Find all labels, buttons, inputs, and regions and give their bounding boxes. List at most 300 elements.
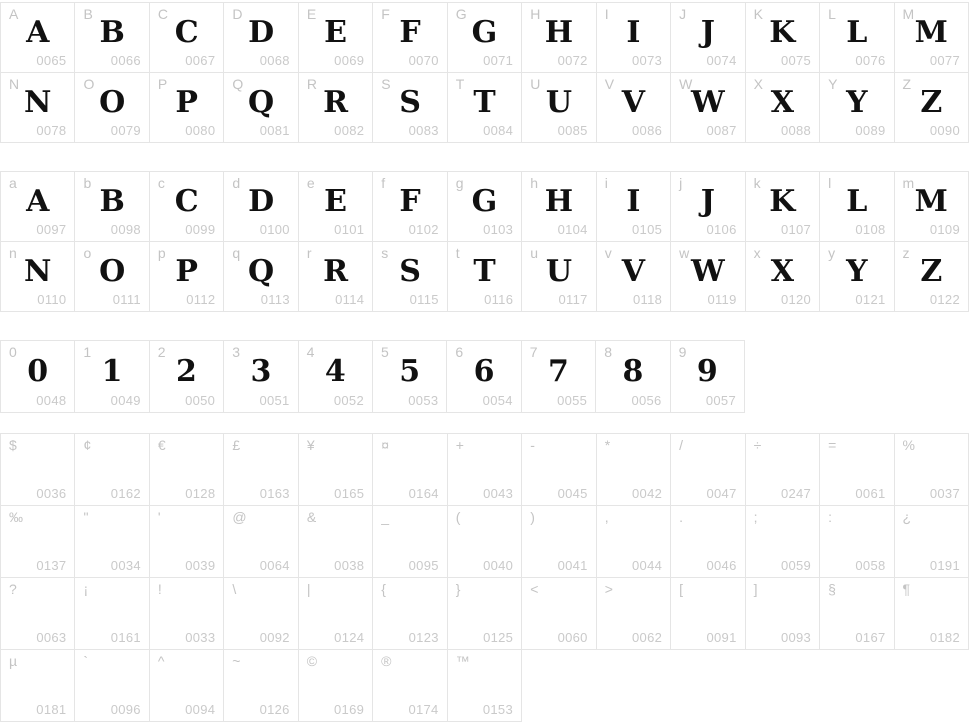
glyph-cell [746,73,820,143]
glyph-preview: L [846,184,868,219]
glyph-cell [224,73,298,143]
unicode-code: 0034 [110,558,141,573]
lowercase-row [0,242,969,312]
unicode-code: 0033 [185,630,216,645]
unicode-code: 0082 [334,123,365,138]
unicode-code: 0091 [706,630,737,645]
unicode-code: 0066 [110,53,141,68]
glyph-preview: Q [248,254,275,289]
character-label: 5 [381,344,389,360]
glyph-cell [1,434,75,506]
character-label: u [530,245,539,261]
character-label: 1 [83,344,92,360]
glyph-preview: M [914,184,948,219]
glyph-cell [75,73,149,143]
character-label: 7 [529,344,538,360]
glyph-cell [596,341,670,413]
glyph-preview: 2 [176,354,197,389]
unicode-code: 0086 [632,123,663,138]
unicode-code: 0108 [855,222,886,237]
unicode-code: 0038 [334,558,365,573]
glyph-cell [75,506,149,578]
glyph-cell [671,242,745,312]
glyph-cell [150,172,224,242]
character-label: i [604,175,608,191]
unicode-code: 0102 [408,222,439,237]
glyph-preview: J [700,184,715,219]
unicode-code: 0161 [110,630,141,645]
glyph-preview: 1 [101,354,123,389]
glyph-preview: F [399,184,421,219]
character-label: _ [381,509,390,525]
glyph-preview: 3 [250,354,272,389]
unicode-code: 0182 [929,630,960,645]
unicode-code: 0071 [483,53,514,68]
symbols-row [0,506,969,578]
unicode-code: 0167 [855,630,886,645]
unicode-code: 0111 [112,292,141,307]
character-label: G [455,6,467,22]
glyph-cell [746,242,820,312]
unicode-code: 0109 [929,222,960,237]
unicode-code: 0119 [707,292,737,307]
character-label: k [753,175,761,191]
character-label: ~ [232,653,241,669]
unicode-code: 0137 [36,558,67,573]
unicode-code: 0164 [408,486,439,501]
glyph-preview: G [471,184,498,219]
glyph-preview: P [175,254,198,289]
glyph-preview: Y [846,254,868,289]
glyph-cell [75,650,149,722]
character-label: t [455,245,460,261]
glyph-preview: T [473,85,496,120]
character-label: y [828,245,836,261]
character-label: § [828,581,836,597]
unicode-code: 0095 [408,558,439,573]
glyph-cell [746,172,820,242]
character-label: h [530,175,539,191]
glyph-preview: X [770,85,794,120]
character-label: E [306,6,317,22]
glyph-cell [597,3,671,73]
character-label: & [306,509,317,525]
character-label: e [306,175,315,191]
unicode-code: 0122 [929,292,960,307]
character-label: ® [381,653,392,669]
unicode-code: 0039 [185,558,216,573]
unicode-code: 0045 [557,486,588,501]
unicode-code: 0115 [409,292,439,307]
glyph-cell [150,73,224,143]
unicode-code: 0070 [408,53,439,68]
glyph-preview: H [544,184,574,219]
character-label: O [83,76,95,92]
character-label: ¡ [83,581,89,597]
character-label: < [530,581,539,597]
symbols-row [0,650,522,722]
glyph-cell [820,172,894,242]
glyph-cell [150,578,224,650]
glyph-cell [671,172,745,242]
glyph-cell [448,73,522,143]
character-label: ] [753,581,758,597]
glyph-preview: B [99,15,125,50]
symbols-row [0,578,969,650]
unicode-code: 0061 [855,486,886,501]
character-label: ! [157,581,162,597]
unicode-code: 0053 [408,393,439,408]
glyph-cell [448,506,522,578]
glyph-cell [299,506,373,578]
unicode-code: 0087 [706,123,737,138]
glyph-preview: V [621,254,646,289]
glyph-cell [522,73,596,143]
glyph-cell [1,242,75,312]
character-label: % [902,437,915,453]
glyph-cell [448,650,522,722]
glyph-cell [299,73,373,143]
character-label: M [902,6,915,22]
unicode-code: 0065 [36,53,67,68]
glyph-cell [522,434,596,506]
glyph-cell [224,506,298,578]
character-label: \ [232,581,237,597]
character-label: B [83,6,93,22]
character-label: L [828,6,836,22]
character-label: ¢ [83,437,92,453]
unicode-code: 0081 [259,123,290,138]
glyph-preview: 5 [399,354,421,389]
character-label: ¥ [306,437,315,453]
character-label: - [530,437,535,453]
character-label: * [604,437,611,453]
glyph-cell [224,3,298,73]
unicode-code: 0104 [557,222,588,237]
glyph-preview: P [175,85,198,120]
glyph-preview: Q [248,85,275,120]
glyph-cell [299,578,373,650]
unicode-code: 0083 [408,123,439,138]
glyph-preview: X [770,254,794,289]
lowercase-row [0,171,969,242]
glyph-cell [597,578,671,650]
glyph-preview: R [323,254,349,289]
unicode-code: 0106 [706,222,737,237]
glyph-cell [373,578,447,650]
glyph-preview: J [700,15,715,50]
unicode-code: 0096 [110,702,141,717]
character-label: d [232,175,241,191]
glyph-preview: 6 [473,354,495,389]
character-label: { [381,581,386,597]
character-label: @ [232,509,247,525]
glyph-cell [746,506,820,578]
glyph-cell [522,242,596,312]
character-label: a [9,175,17,191]
uppercase-row [0,2,969,73]
unicode-code: 0064 [259,558,290,573]
glyph-cell [671,73,745,143]
character-label: = [828,437,837,453]
glyph-cell [224,242,298,312]
character-label: w [679,245,690,261]
character-label: ' [157,509,161,525]
glyph-cell [671,3,745,73]
character-label: Z [902,76,912,92]
digits-row [0,340,745,413]
glyph-cell [150,341,224,413]
character-label: ( [455,509,461,525]
character-label: j [679,175,683,191]
character-label: H [530,6,541,22]
character-label: ¶ [902,581,911,597]
character-label: R [306,76,317,92]
glyph-preview: U [545,254,573,289]
unicode-code: 0123 [408,630,439,645]
unicode-code: 0075 [780,53,812,68]
unicode-code: 0089 [855,123,886,138]
glyph-cell [597,242,671,312]
unicode-code: 0112 [186,292,216,307]
unicode-code: 0074 [706,53,737,68]
glyph-cell [671,506,745,578]
glyph-cell [1,506,75,578]
glyph-preview: Z [920,254,943,289]
character-label: ÷ [753,437,762,453]
character-label: b [83,175,92,191]
uppercase-letters-block [0,2,970,143]
unicode-code: 0092 [259,630,290,645]
glyph-cell [895,578,969,650]
unicode-code: 0093 [780,630,812,645]
glyph-cell [1,341,75,413]
unicode-code: 0078 [36,123,67,138]
unicode-code: 0043 [483,486,514,501]
character-label: | [306,581,311,597]
unicode-code: 0097 [36,222,67,237]
glyph-cell [75,172,149,242]
character-label: W [679,76,693,92]
glyph-cell [150,434,224,506]
glyph-preview: 9 [696,354,718,389]
glyph-cell [447,341,521,413]
glyph-preview: I [626,15,641,50]
glyph-preview: 4 [324,354,346,389]
character-label: µ [9,653,18,669]
unicode-code: 0054 [482,393,513,408]
glyph-cell [895,242,969,312]
glyph-cell [448,434,522,506]
unicode-code: 0162 [110,486,141,501]
unicode-code: 0126 [259,702,290,717]
unicode-code: 0076 [855,53,886,68]
character-label: ¤ [381,437,390,453]
unicode-code: 0107 [780,222,812,237]
unicode-code: 0050 [185,393,216,408]
character-label: . [679,509,684,525]
unicode-code: 0191 [929,558,960,573]
character-label: Q [232,76,244,92]
character-label: ) [530,509,535,525]
character-label: n [9,245,17,261]
unicode-code: 0110 [37,292,67,307]
unicode-code: 0105 [632,222,663,237]
unicode-code: 0174 [408,702,439,717]
unicode-code: 0124 [334,630,365,645]
character-label: V [604,76,615,92]
glyph-cell [373,242,447,312]
unicode-code: 0057 [705,393,736,408]
unicode-code: 0047 [706,486,737,501]
glyph-cell [1,650,75,722]
glyph-cell [373,434,447,506]
character-label: ¿ [902,509,912,525]
character-label: U [530,76,541,92]
glyph-preview: K [769,15,796,50]
character-label: g [455,175,464,191]
glyph-preview: A [26,184,50,219]
glyph-preview: O [99,254,126,289]
character-label: ` [83,653,89,669]
glyph-cell [224,650,298,722]
unicode-code: 0165 [334,486,365,501]
glyph-cell [671,434,745,506]
glyph-preview: K [769,184,796,219]
glyph-cell [224,578,298,650]
unicode-code: 0044 [632,558,663,573]
glyph-cell [522,172,596,242]
glyph-preview: U [545,85,573,120]
unicode-code: 0077 [929,53,960,68]
glyph-preview: B [99,184,125,219]
glyph-preview: V [621,85,646,120]
glyph-preview: N [24,85,52,120]
unicode-code: 0046 [706,558,737,573]
glyph-preview: 7 [548,354,569,389]
character-label: v [604,245,612,261]
unicode-code: 0128 [185,486,216,501]
glyph-cell [75,434,149,506]
glyph-cell [150,242,224,312]
glyph-cell [299,3,373,73]
character-label: 0 [9,344,17,360]
glyph-cell [150,650,224,722]
glyph-preview: D [248,184,275,219]
character-label: Y [828,76,838,92]
glyph-preview: Z [920,85,943,120]
glyph-cell [224,434,298,506]
glyph-cell [299,172,373,242]
glyph-cell [522,578,596,650]
unicode-code: 0036 [36,486,67,501]
glyph-cell [1,3,75,73]
glyph-preview: W [691,85,725,120]
glyph-cell [671,578,745,650]
unicode-code: 0125 [483,630,514,645]
glyph-preview: R [323,85,349,120]
glyph-cell [895,3,969,73]
glyph-cell [373,73,447,143]
unicode-code: 0101 [334,222,365,237]
glyph-cell [224,172,298,242]
character-label: x [753,245,761,261]
glyph-cell [522,506,596,578]
character-label: ^ [157,653,165,669]
glyph-preview: I [626,184,641,219]
unicode-code: 0055 [557,393,588,408]
character-label: ‰ [9,509,23,525]
symbols-row [0,433,969,506]
character-label: J [679,6,687,22]
character-label: 6 [455,344,464,360]
digits-block [0,340,970,413]
glyph-preview: 0 [27,354,49,389]
glyph-cell [895,172,969,242]
glyph-cell [373,506,447,578]
glyph-preview: E [324,184,347,219]
glyph-cell [299,434,373,506]
unicode-code: 0058 [855,558,886,573]
uppercase-row [0,73,969,143]
character-label: € [157,437,166,453]
glyph-cell [75,578,149,650]
character-label: m [902,175,915,191]
glyph-preview: S [399,254,421,289]
unicode-code: 0049 [110,393,141,408]
unicode-code: 0069 [334,53,365,68]
glyph-cell [522,3,596,73]
unicode-code: 0068 [259,53,290,68]
character-label: z [902,245,910,261]
unicode-code: 0098 [110,222,141,237]
glyph-preview: N [24,254,52,289]
glyph-cell [75,341,149,413]
unicode-code: 0094 [185,702,216,717]
glyph-cell [373,3,447,73]
character-label: T [455,76,465,92]
glyph-cell [299,242,373,312]
character-label: 3 [232,344,240,360]
lowercase-letters-block [0,171,970,312]
character-label: N [9,76,20,92]
character-label: [ [679,581,684,597]
glyph-cell [1,73,75,143]
glyph-cell [448,242,522,312]
glyph-preview: L [846,15,868,50]
unicode-code: 0114 [335,292,365,307]
character-label: S [381,76,391,92]
glyph-cell [522,341,596,413]
unicode-code: 0117 [558,292,588,307]
glyph-cell [895,506,969,578]
glyph-cell [1,578,75,650]
glyph-cell [448,3,522,73]
unicode-code: 0042 [632,486,663,501]
character-label: q [232,245,241,261]
unicode-code: 0052 [333,393,364,408]
glyph-preview: A [26,15,50,50]
character-label: K [753,6,763,22]
unicode-code: 0072 [557,53,588,68]
unicode-code: 0040 [483,558,514,573]
glyph-preview: H [544,15,574,50]
glyph-cell [75,3,149,73]
unicode-code: 0085 [557,123,588,138]
symbols-block [0,433,970,722]
glyph-cell [150,3,224,73]
glyph-preview: G [471,15,498,50]
